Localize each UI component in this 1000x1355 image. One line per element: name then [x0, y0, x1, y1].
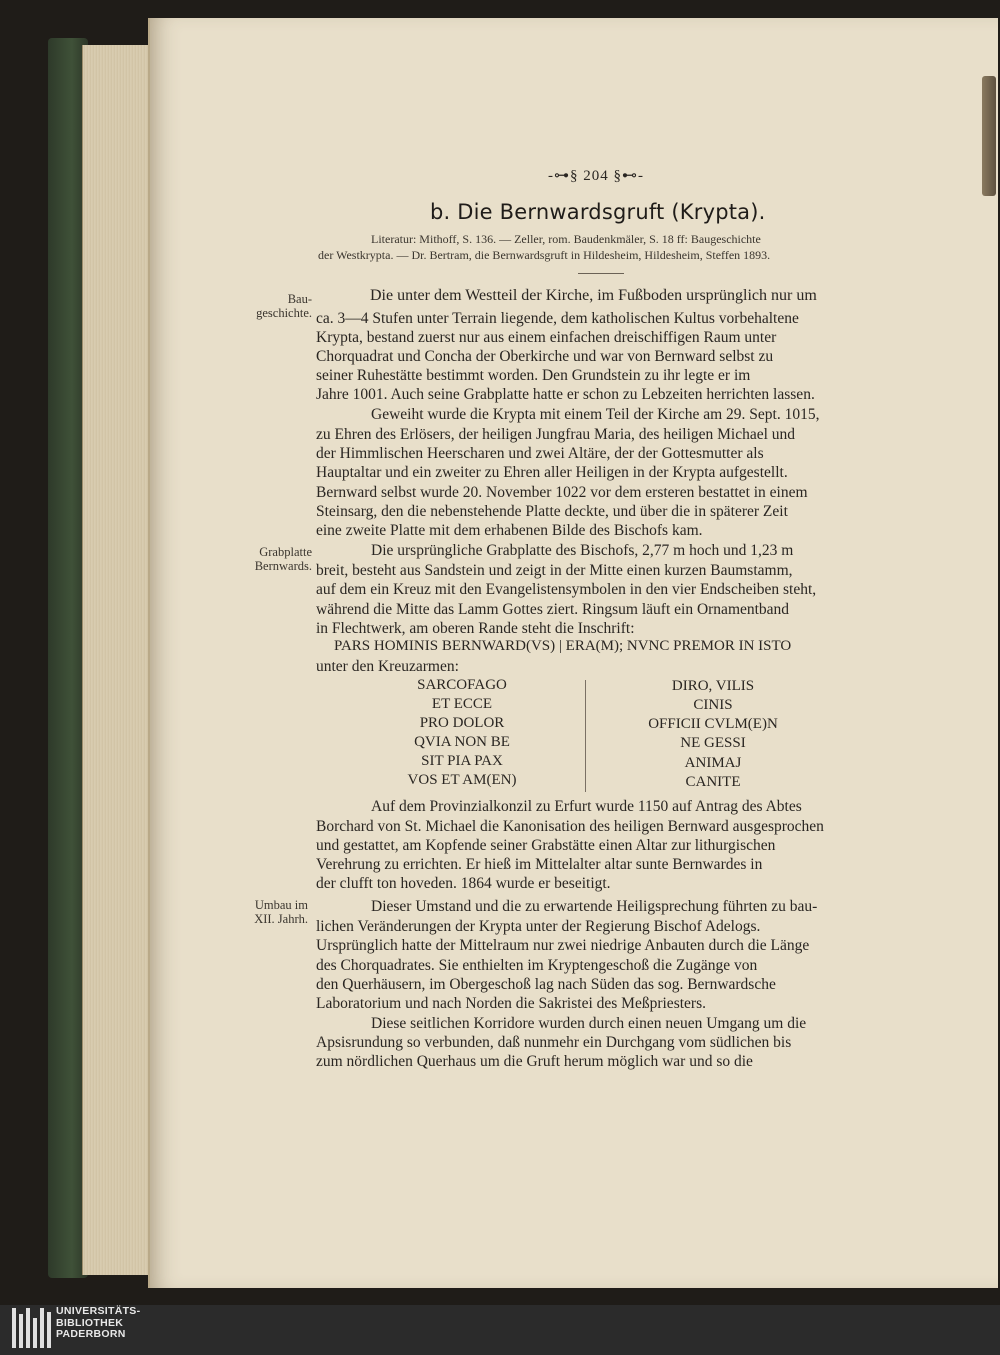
literature-line: der Westkrypta. — Dr. Bertram, die Bernwardsgruft in Hildesheim, Hildesheim, Steffen 1893. [318, 248, 771, 262]
body-line: den Querhäusern, im Obergeschoß lag nach Süden das sog. Bernwardsche [316, 976, 776, 993]
library-logo-text: UNIVERSITÄTS- BIBLIOTHEK PADERBORN [56, 1305, 141, 1340]
inscription-right-line: CINIS [693, 697, 733, 713]
body-line: Die unter dem Westteil der Kirche, im Fußboden ursprünglich nur um [370, 287, 817, 304]
body-line: ca. 3—4 Stufen unter Terrain liegende, dem katholischen Kultus vorbehaltene [316, 310, 799, 327]
body-line: während die Mitte das Lamm Gottes ziert. Ringsum läuft ein Ornamentband [316, 601, 790, 618]
divider-rule [578, 273, 624, 274]
inscription-left-line: SIT PIA PAX [421, 753, 503, 769]
page-edges [82, 45, 153, 1275]
page-clip [982, 76, 996, 196]
inscription-left-line: QVIA NON BE [414, 734, 510, 750]
section-title: b. Die Bernwardsgruft (Krypta). [430, 200, 766, 224]
body-line: zum nördlichen Querhaus um die Gruft herum möglich war und so die [316, 1053, 753, 1070]
inscription-left-line: PRO DOLOR [419, 715, 505, 731]
body-line: Die ursprüngliche Grabplatte des Bischofs, 2,77 m hoch und 1,23 m [371, 542, 794, 559]
inscription-top: PARS HOMINIS BERNWARD(VS) | ERA(M); NVNC PREMOR IN ISTO [334, 638, 792, 654]
body-line: Apsisrundung so verbunden, daß nunmehr ein Durchgang vom südlichen bis [316, 1034, 792, 1051]
body-line: Jahre 1001. Auch seine Grabplatte hatte er schon zu Lebzeiten herrichten lassen. [316, 386, 815, 403]
body-line: des Chorquadrates. Sie enthielten im Kryptengeschoß die Zugänge von [316, 957, 758, 974]
body-line: Chorquadrat und Concha der Oberkirche und war von Bernward selbst zu [316, 348, 774, 365]
body-line: auf dem ein Kreuz mit den Evangelistensymbolen in den vier Endscheiben steht, [316, 581, 817, 598]
body-line: Steinsarg, den die nebenstehende Platte deckte, und über die in späterer Zeit [316, 503, 788, 520]
inscription-right-line: OFFICII CVLM(E)N [648, 716, 778, 732]
literature-line: Literatur: Mithoff, S. 136. — Zeller, rom. Baudenkmäler, S. 18 ff: Baugeschichte [371, 232, 761, 246]
body-line: breit, besteht aus Sandstein und zeigt in der Mitte einen kurzen Baumstamm, [316, 562, 793, 579]
body-line: Verehrung zu errichten. Er hieß im Mittelalter altar sunte Bernwardes in [316, 856, 763, 873]
body-line: Geweiht wurde die Krypta mit einem Teil der Kirche am 29. Sept. 1015, [371, 406, 820, 423]
body-line: lichen Veränderungen der Krypta unter der Regierung Bischof Adelogs. [316, 918, 761, 935]
body-line: Ursprünglich hatte der Mittelraum nur zwei niedrige Anbauten durch die Länge [316, 937, 810, 954]
inscription-right-line: CANITE [685, 774, 741, 790]
body-line: Laboratorium und nach Norden die Sakristei des Meßpriesters. [316, 995, 706, 1012]
margin-note-grabplatte: Grabplatte Bernwards. [254, 545, 312, 573]
body-line: zu Ehren des Erlösers, der heiligen Jungfrau Maria, des heiligen Michael und [316, 426, 796, 443]
body-line: seiner Ruhestätte bestimmt worden. Den Grundstein zu ihr legte er im [316, 367, 751, 384]
inscription-right-line: NE GESSI [680, 735, 746, 751]
body-line: der Himmlischen Heerscharen und zwei Altäre, der der Gottesmutter als [316, 445, 764, 462]
inscription-column-divider [585, 680, 586, 792]
footer-bar [0, 1305, 1000, 1355]
body-line: der clufft ton hoveden. 1864 wurde er beseitigt. [316, 875, 611, 892]
body-line: Dieser Umstand und die zu erwartende Heiligsprechung führten zu bau- [371, 898, 818, 915]
inscription-right-line: DIRO, VILIS [671, 678, 755, 694]
body-line: Borchard von St. Michael die Kanonisation des heiligen Bernward ausgesprochen [316, 818, 824, 835]
margin-note-baugeschichte: Bau- geschichte. [256, 292, 312, 320]
inscription-left-line: ET ECCE [431, 696, 493, 712]
inscription-right-line: ANIMAJ [684, 755, 742, 771]
inscription-left-line: VOS ET AM(EN) [407, 772, 517, 788]
body-line: Hauptaltar und ein zweiter zu Ehren aller Heiligen in der Krypta aufgestellt. [316, 464, 788, 481]
body-line: eine zweite Platte mit dem erhabenen Bilde des Bischofs kam. [316, 522, 703, 539]
body-line: Diese seitlichen Korridore wurden durch einen neuen Umgang um die [371, 1015, 807, 1032]
page-number: -⊶§ 204 §⊷- [548, 168, 644, 184]
body-line: Auf dem Provinzialkonzil zu Erfurt wurde 1150 auf Antrag des Abtes [371, 798, 802, 815]
inscription-intro: unter den Kreuzarmen: [316, 658, 459, 675]
margin-note-umbau: Umbau im XII. Jahrh. [254, 898, 308, 926]
inscription-left-line: SARCOFAGO [417, 677, 507, 693]
body-line: Bernward selbst wurde 20. November 1022 vor dem ersteren bestattet in einem [316, 484, 808, 501]
library-logo-icon [10, 1306, 54, 1352]
body-line: und gestattet, am Kopfende seiner Grabstätte einen Altar zur lithurgischen [316, 837, 776, 854]
body-line: Krypta, bestand zuerst nur aus einem einfachen dreischiffigen Raum unter [316, 329, 777, 346]
body-line: in Flechtwerk, am oberen Rande steht die Inschrift: [316, 620, 635, 637]
